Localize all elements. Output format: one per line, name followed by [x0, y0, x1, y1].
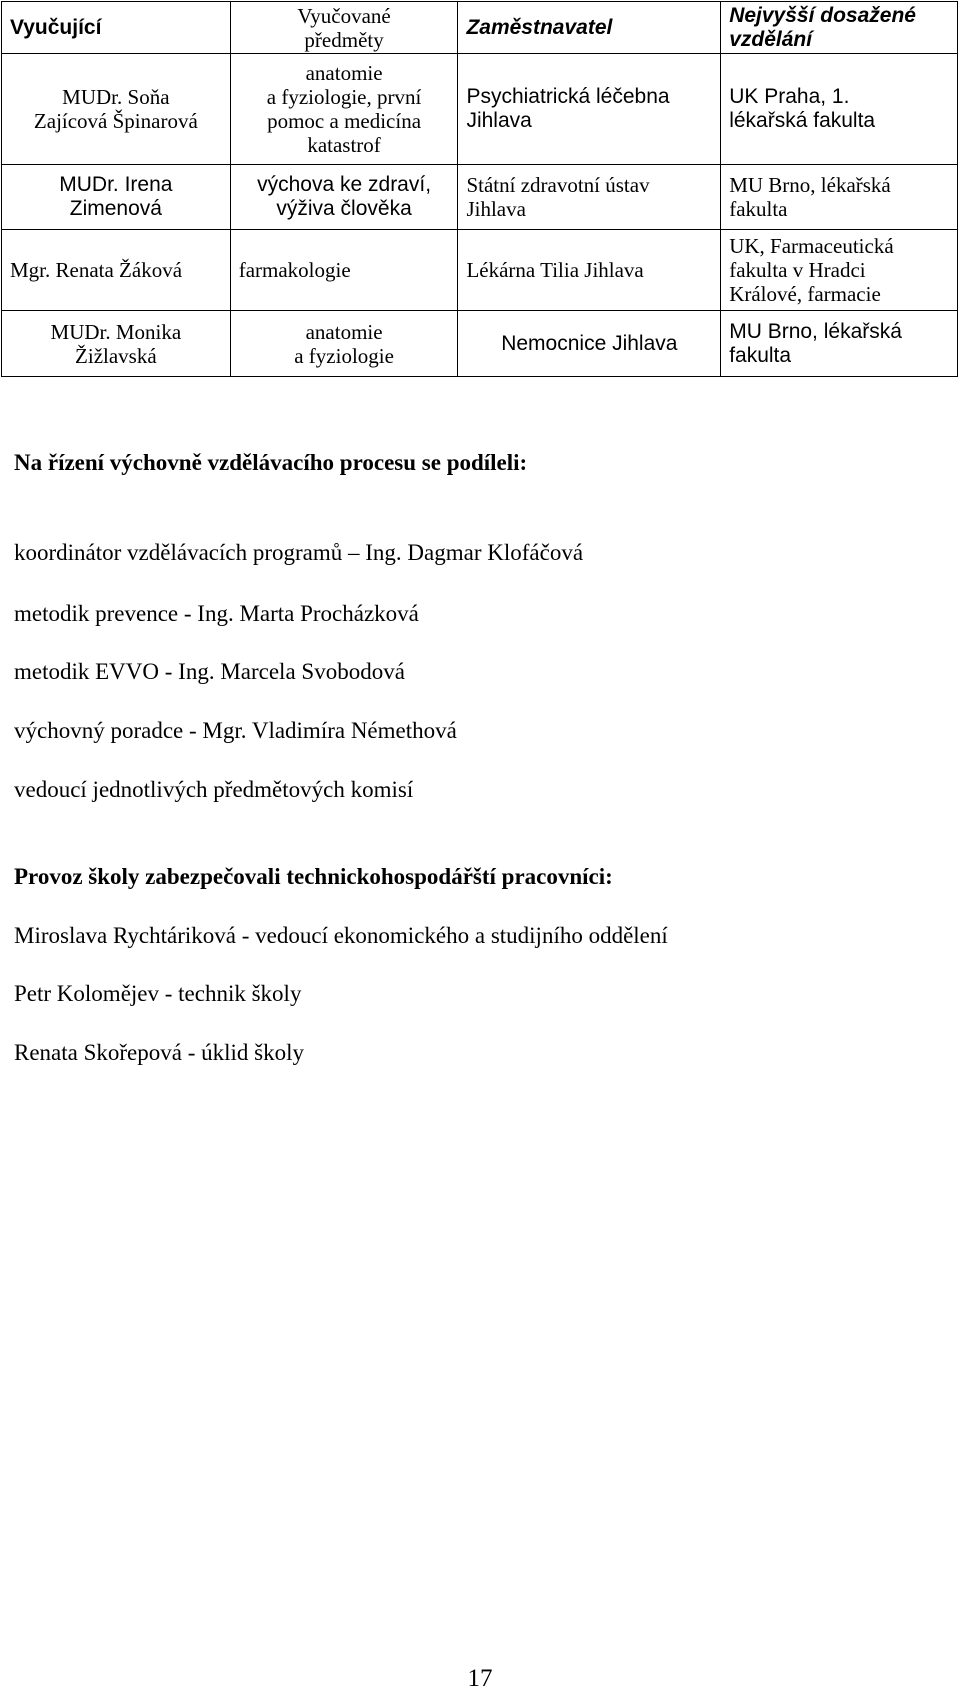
management-item: metodik EVVO - Ing. Marcela Svobodová [14, 659, 405, 684]
cell-teacher: Mgr. Renata Žáková [2, 230, 231, 311]
cell-subjects: anatomie a fyziologie, první pomoc a medicína katastrof [230, 54, 458, 165]
cell-teacher: MUDr. Monika Žižlavská [2, 311, 231, 377]
cell-employer: Státní zdravotní ústav Jihlava [458, 165, 721, 230]
header-subjects: Vyučované předměty [230, 2, 458, 54]
cell-subjects: výchova ke zdraví, výživa člověka [230, 165, 458, 230]
header-employer: Zaměstnavatel [458, 2, 721, 54]
operations-heading: Provoz školy zabezpečovali technickohospodářští pracovníci: [14, 864, 613, 889]
table-row [2, 311, 958, 377]
page-number: 17 [467, 1665, 493, 1692]
cell-subjects: farmakologie [230, 230, 458, 311]
management-item: vedoucí jednotlivých předmětových komisí [14, 777, 414, 802]
cell-employer: Nemocnice Jihlava [458, 311, 721, 377]
table-row [2, 165, 958, 230]
table-row [2, 230, 958, 311]
cell-education: MU Brno, lékařská fakulta [721, 311, 958, 377]
table-row [2, 54, 958, 165]
cell-teacher: MUDr. Soňa Zajícová Špinarová [2, 54, 231, 165]
staff-table [1, 1, 958, 377]
operations-item: Miroslava Rychtáriková - vedoucí ekonomického a studijního oddělení [14, 923, 668, 948]
management-item: metodik prevence - Ing. Marta Procházková [14, 601, 419, 626]
cell-teacher: MUDr. Irena Zimenová [2, 165, 231, 230]
operations-item: Renata Skořepová - úklid školy [14, 1040, 305, 1065]
operations-item: Petr Kolomějev - technik školy [14, 981, 302, 1006]
cell-education: UK, Farmaceutická fakulta v Hradci Králové, farmacie [721, 230, 958, 311]
cell-education: UK Praha, 1. lékařská fakulta [721, 54, 958, 165]
cell-subjects: anatomie a fyziologie [230, 311, 458, 377]
management-item: výchovný poradce - Mgr. Vladimíra Némethová [14, 718, 457, 743]
cell-employer: Lékárna Tilia Jihlava [458, 230, 721, 311]
cell-employer: Psychiatrická léčebna Jihlava [458, 54, 721, 165]
table-header-row [2, 2, 958, 54]
header-teacher: Vyučující [2, 2, 231, 54]
header-education: Nejvyšší dosažené vzdělání [721, 2, 958, 54]
cell-education: MU Brno, lékařská fakulta [721, 165, 958, 230]
management-item: koordinátor vzdělávacích programů – Ing. Dagmar Klofáčová [14, 540, 584, 565]
management-heading: Na řízení výchovně vzdělávacího procesu se podíleli: [14, 450, 528, 475]
